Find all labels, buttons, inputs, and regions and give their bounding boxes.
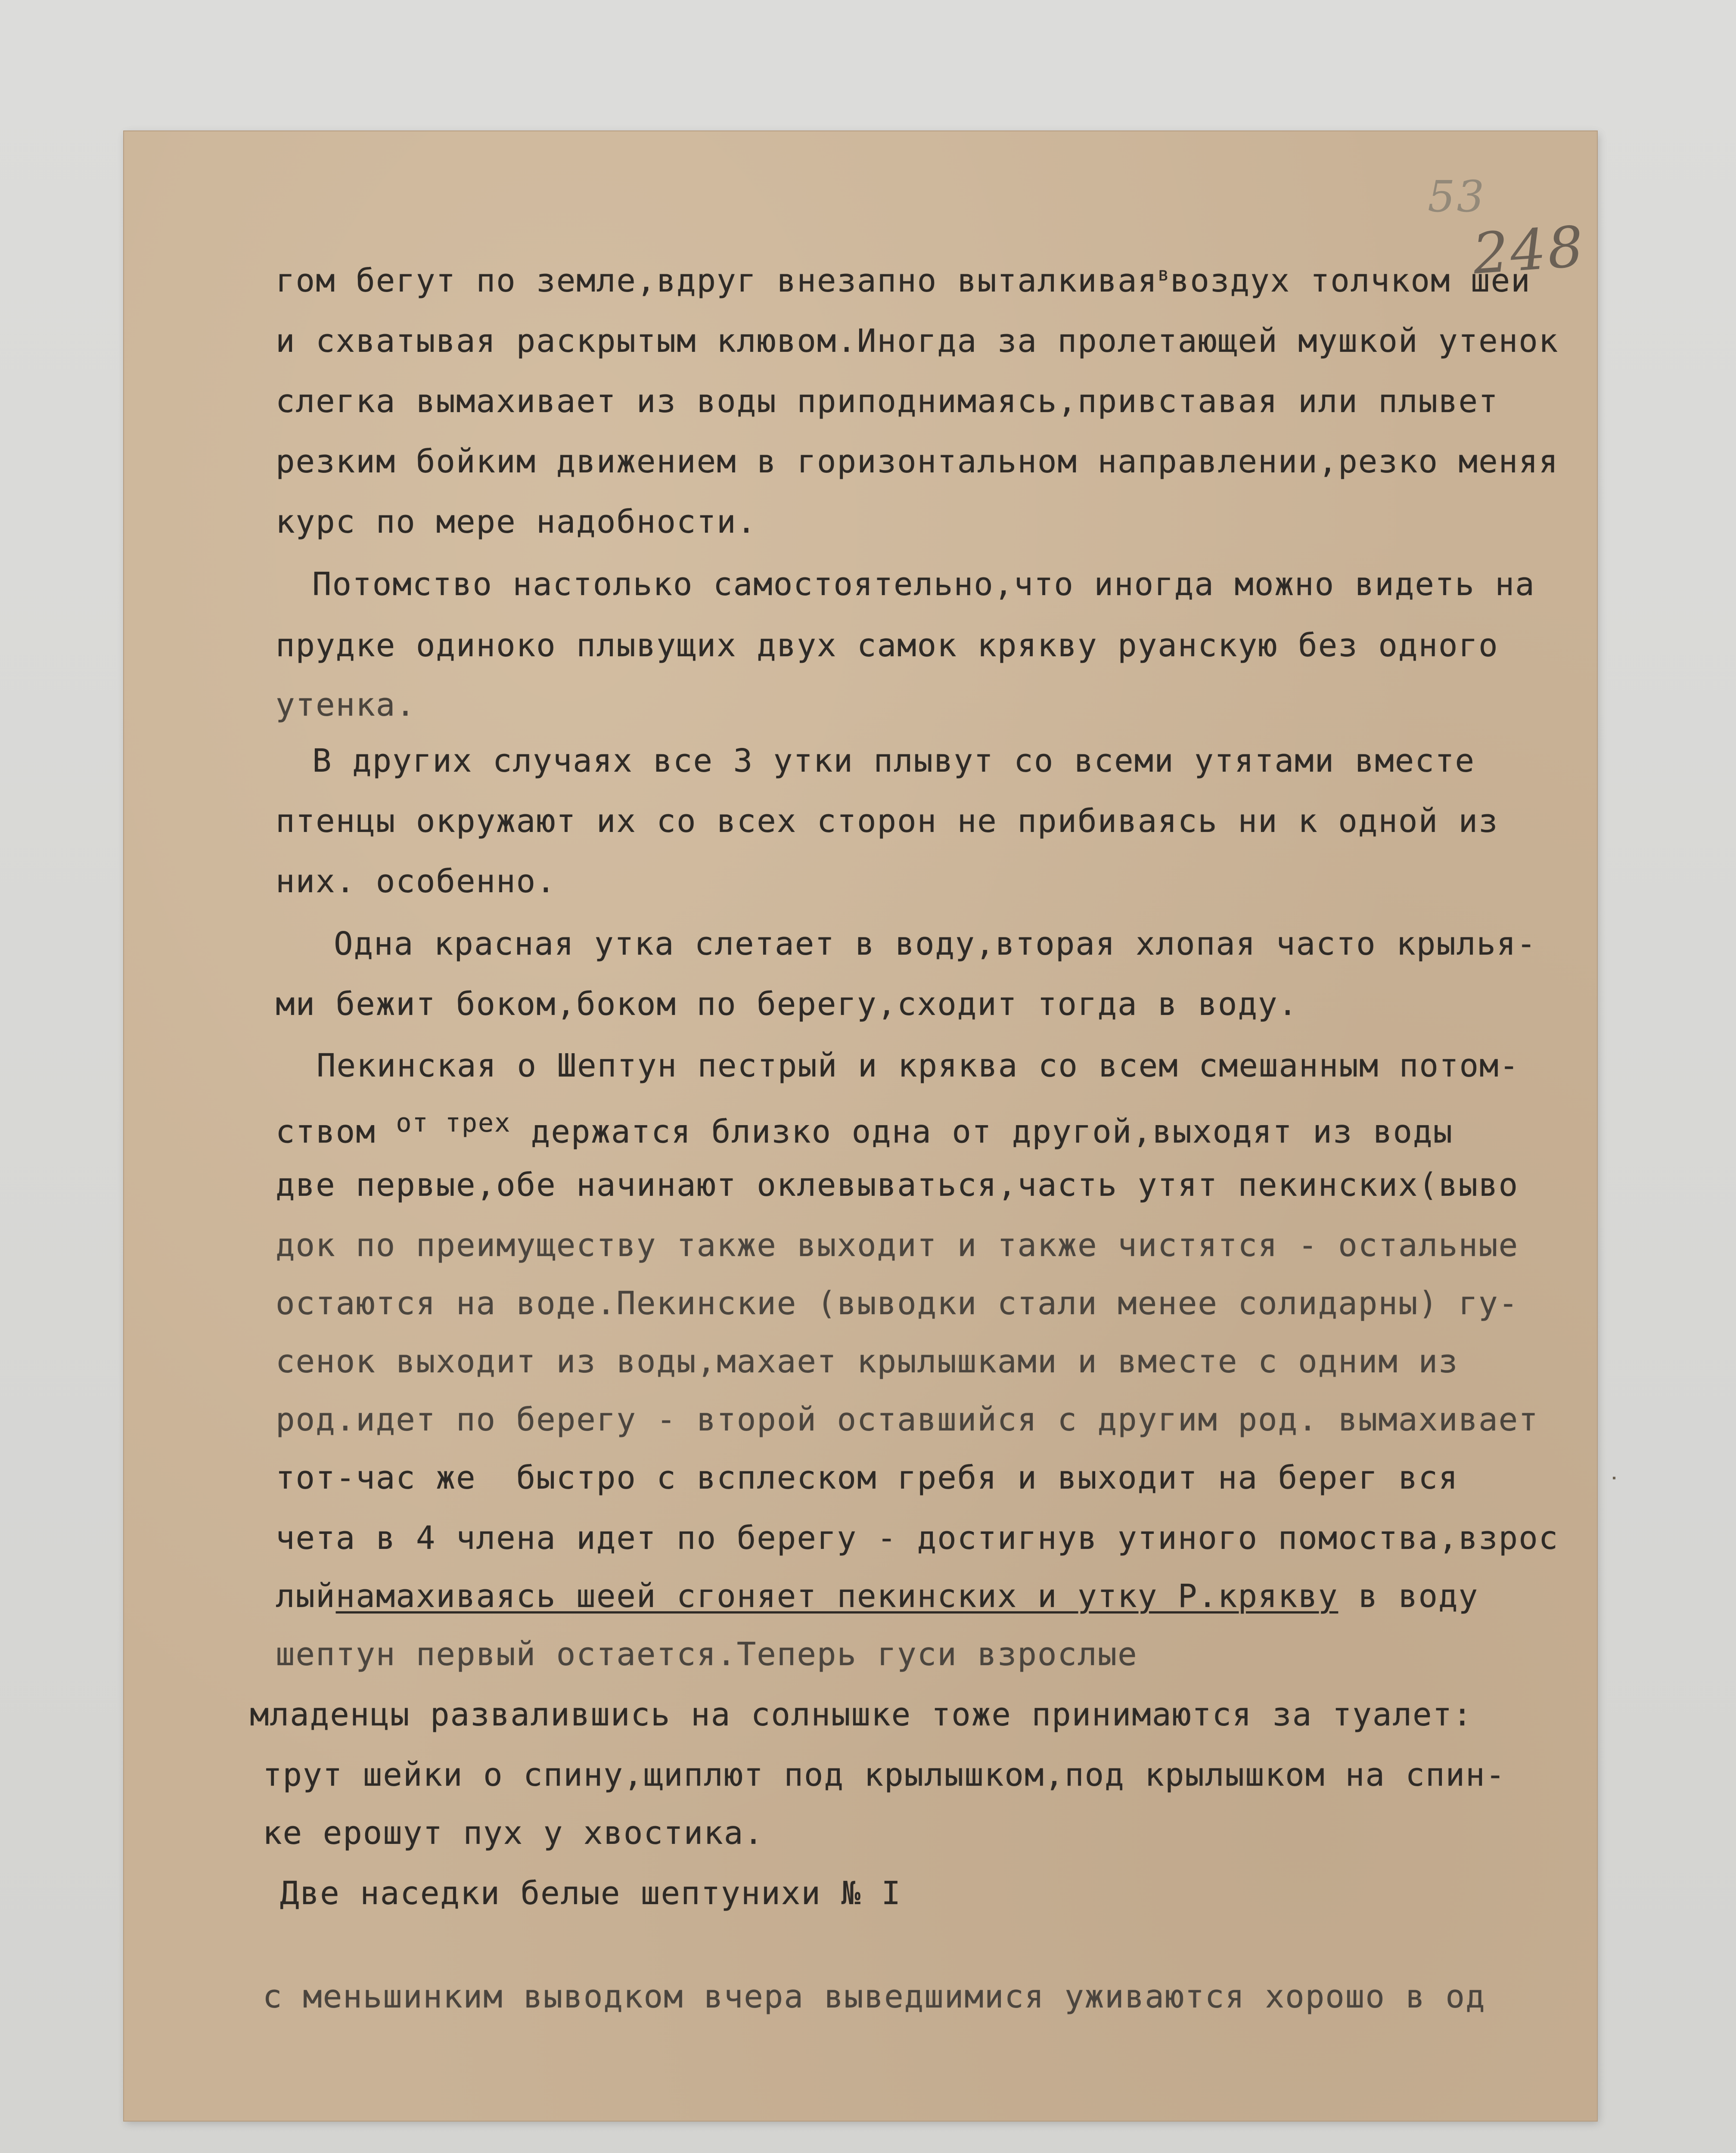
folio-number: 53 bbox=[1428, 171, 1486, 222]
text-line-18: остаются на воде.Пекинские (выводки стали менее солидарны) гу- bbox=[276, 1285, 1519, 1322]
text-line-9: В других случаях все 3 утки плывут со всеми утятами вместе bbox=[312, 742, 1475, 779]
text-line-16: две первые,обе начинают оклевываться,часть утят пекинских(выво bbox=[276, 1166, 1519, 1204]
line-23-tail: в воду bbox=[1358, 1578, 1479, 1615]
line-1-tail: воздух толчком шеи bbox=[1170, 262, 1531, 299]
text-line-7: прудке одиноко плывущих двух самок крякву руанскую без одного bbox=[276, 627, 1499, 664]
text-line-5: курс по мере надобности. bbox=[276, 503, 757, 540]
text-line-22: чета в 4 члена идет по берегу - достигнув утиного помоства,взрос bbox=[276, 1520, 1559, 1557]
line-15-text: ством bbox=[276, 1113, 376, 1151]
text-line-17: док по преимуществу также выходит и также чистятся - остальные bbox=[276, 1227, 1519, 1264]
text-line-4: резким бойким движением в горизонтальном направлении,резко меняя bbox=[276, 443, 1559, 480]
text-line-1 bbox=[276, 262, 1531, 299]
text-line-19: сенок выходит из воды,махает крылышками и вместе с одним из bbox=[276, 1343, 1459, 1380]
text-line-10: птенцы окружают их со всех сторон не прибиваясь ни к одной из bbox=[276, 803, 1499, 840]
text-line-28: Две наседки белые шептунихи № I bbox=[280, 1875, 902, 1912]
line-15-tail: держатся близко одна от другой,выходят из воды bbox=[531, 1113, 1453, 1151]
text-line-26: трут шейки о спину,щиплют под крылышком,под крылышком на спин- bbox=[263, 1756, 1506, 1793]
text-line-13: ми бежит боком,боком по берегу,сходит тогда в воду. bbox=[276, 986, 1298, 1023]
text-line-11: них. особенно. bbox=[276, 863, 556, 900]
line-23-text: лый bbox=[276, 1578, 336, 1615]
text-line-3: слегка вымахивает из воды приподнимаясь,привставая или плывет bbox=[276, 383, 1499, 420]
folio-handwritten-number: 248 bbox=[1471, 214, 1587, 287]
text-line-8: утенка. bbox=[276, 686, 416, 723]
text-line-24: шептун первый остается.Теперь гуси взрослые bbox=[276, 1636, 1138, 1673]
text-line-14: Пекинская о Шептун пестрый и кряква со всем смешанным потом- bbox=[317, 1047, 1520, 1084]
margin-mark bbox=[1606, 1473, 1619, 1481]
text-line-29: с меньшинким выводком вчера выведшимися уживаются хорошо в од bbox=[263, 1978, 1486, 2015]
text-line-23 bbox=[276, 1578, 1479, 1615]
text-line-20: род.идет по берегу - второй оставшийся с другим род. вымахивает bbox=[276, 1401, 1539, 1438]
text-line-21: тот-час же быстро с всплеском гребя и выходит на берег вся bbox=[276, 1459, 1459, 1496]
text-line-12: Одна красная утка слетает в воду,вторая хлопая часто крылья- bbox=[334, 925, 1537, 962]
text-line-25: младенцы развалившись на солнышке тоже принимаются за туалет: bbox=[250, 1696, 1473, 1733]
text-line-2: и схватывая раскрытым клювом.Иногда за пролетающей мушкой утенок bbox=[276, 323, 1559, 360]
line-1-text: гом бегут по земле,вдруг внезапно выталкивая bbox=[276, 262, 1158, 299]
line-1-superscript: в bbox=[1158, 263, 1170, 285]
text-line-27: ке ерошут пух у хвостика. bbox=[263, 1815, 764, 1852]
text-line-6: Потомство настолько самостоятельно,что иногда можно видеть на bbox=[312, 566, 1535, 603]
text-line-15 bbox=[276, 1108, 1453, 1151]
line-23-struck-phrase: намахиваясь шеей сгоняет пекинских и утку Р.крякву bbox=[335, 1578, 1338, 1615]
line-15-superscript: от трех bbox=[396, 1108, 511, 1138]
